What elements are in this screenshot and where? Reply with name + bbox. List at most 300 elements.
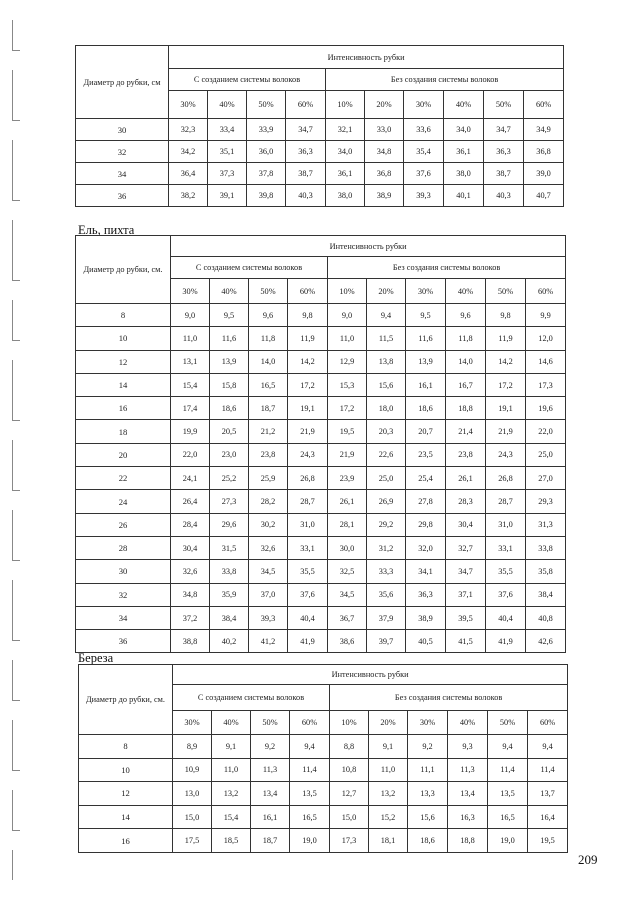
diameter-cell: 12 <box>76 350 171 373</box>
value-cell: 25,0 <box>367 467 406 490</box>
value-cell: 21,9 <box>328 443 367 466</box>
margin-tick <box>12 50 20 51</box>
value-cell: 23,9 <box>328 467 367 490</box>
value-cell: 22,0 <box>526 420 566 443</box>
value-cell: 11,3 <box>251 758 290 782</box>
value-cell: 15,4 <box>212 805 251 829</box>
value-cell: 14,2 <box>288 350 328 373</box>
value-cell: 33,4 <box>208 119 247 141</box>
value-cell: 40,8 <box>526 606 566 629</box>
table-row <box>79 829 568 853</box>
value-cell: 14,0 <box>249 350 288 373</box>
percent-header: 60% <box>528 711 568 735</box>
table-row <box>76 350 566 373</box>
margin-line <box>12 850 13 880</box>
percent-header: 30% <box>408 711 448 735</box>
value-cell: 9,9 <box>526 304 566 327</box>
value-cell: 11,6 <box>406 327 446 350</box>
value-cell: 14,6 <box>526 350 566 373</box>
value-cell: 9,1 <box>212 735 251 759</box>
value-cell: 15,6 <box>408 805 448 829</box>
section-title-birch: Береза <box>78 651 114 665</box>
value-cell: 22,6 <box>367 443 406 466</box>
value-cell: 35,4 <box>404 141 444 163</box>
without-system-header: Без создания системы волоков <box>328 257 566 279</box>
percent-header: 40% <box>210 279 249 304</box>
percent-header: 60% <box>526 279 566 304</box>
value-cell: 39,3 <box>249 606 288 629</box>
value-cell: 15,0 <box>330 805 369 829</box>
value-cell: 23,0 <box>210 443 249 466</box>
value-cell: 27,8 <box>406 490 446 513</box>
diameter-cell: 30 <box>76 119 169 141</box>
value-cell: 13,4 <box>251 782 290 806</box>
value-cell: 29,3 <box>526 490 566 513</box>
value-cell: 38,7 <box>286 163 326 185</box>
margin-tick <box>12 280 20 281</box>
value-cell: 18,6 <box>210 397 249 420</box>
value-cell: 23,8 <box>446 443 486 466</box>
value-cell: 12,7 <box>330 782 369 806</box>
value-cell: 41,5 <box>446 630 486 653</box>
value-cell: 30,0 <box>328 536 367 559</box>
table-row <box>79 805 568 829</box>
value-cell: 8,9 <box>173 735 212 759</box>
value-cell: 17,5 <box>173 829 212 853</box>
value-cell: 27,0 <box>526 467 566 490</box>
diameter-cell: 32 <box>76 141 169 163</box>
value-cell: 39,7 <box>367 630 406 653</box>
value-cell: 33,8 <box>210 560 249 583</box>
value-cell: 28,4 <box>171 513 210 536</box>
margin-tick <box>12 420 20 421</box>
value-cell: 36,8 <box>524 141 564 163</box>
value-cell: 33,1 <box>486 536 526 559</box>
value-cell: 38,4 <box>210 606 249 629</box>
margin-line <box>12 220 13 280</box>
value-cell: 11,8 <box>446 327 486 350</box>
value-cell: 9,5 <box>406 304 446 327</box>
value-cell: 34,1 <box>406 560 446 583</box>
value-cell: 11,0 <box>369 758 408 782</box>
value-cell: 41,9 <box>288 630 328 653</box>
value-cell: 14,2 <box>486 350 526 373</box>
diameter-header: Диаметр до рубки, см. <box>76 236 171 304</box>
page-number: 209 <box>578 852 598 867</box>
value-cell: 15,3 <box>328 373 367 396</box>
value-cell: 29,6 <box>210 513 249 536</box>
value-cell: 25,2 <box>210 467 249 490</box>
value-cell: 38,7 <box>484 163 524 185</box>
value-cell: 16,1 <box>406 373 446 396</box>
value-cell: 30,4 <box>171 536 210 559</box>
margin-marks <box>12 20 22 880</box>
diameter-cell: 14 <box>79 805 173 829</box>
value-cell: 10,9 <box>173 758 212 782</box>
table-row <box>76 583 566 606</box>
table-row <box>76 163 564 185</box>
value-cell: 37,1 <box>446 583 486 606</box>
value-cell: 26,8 <box>486 467 526 490</box>
diameter-cell: 10 <box>79 758 173 782</box>
value-cell: 13,3 <box>408 782 448 806</box>
value-cell: 34,5 <box>249 560 288 583</box>
value-cell: 29,2 <box>367 513 406 536</box>
value-cell: 21,2 <box>249 420 288 443</box>
value-cell: 9,6 <box>249 304 288 327</box>
percent-header: 40% <box>446 279 486 304</box>
value-cell: 40,3 <box>484 185 524 207</box>
value-cell: 34,9 <box>524 119 564 141</box>
value-cell: 26,9 <box>367 490 406 513</box>
table-row <box>76 467 566 490</box>
value-cell: 11,0 <box>328 327 367 350</box>
value-cell: 9,0 <box>328 304 367 327</box>
table-row <box>76 490 566 513</box>
without-system-header: Без создания системы волоков <box>326 69 564 91</box>
value-cell: 39,8 <box>247 185 286 207</box>
value-cell: 35,5 <box>288 560 328 583</box>
value-cell: 37,9 <box>367 606 406 629</box>
value-cell: 26,4 <box>171 490 210 513</box>
value-cell: 11,0 <box>171 327 210 350</box>
margin-line <box>12 70 13 120</box>
diameter-cell: 26 <box>76 513 171 536</box>
value-cell: 16,5 <box>290 805 330 829</box>
diameter-cell: 24 <box>76 490 171 513</box>
value-cell: 40,1 <box>444 185 484 207</box>
percent-header: 30% <box>173 711 212 735</box>
table-row <box>76 420 566 443</box>
table-row <box>76 443 566 466</box>
value-cell: 36,3 <box>286 141 326 163</box>
value-cell: 9,0 <box>171 304 210 327</box>
value-cell: 9,2 <box>251 735 290 759</box>
diameter-cell: 16 <box>79 829 173 853</box>
value-cell: 36,8 <box>365 163 404 185</box>
value-cell: 11,5 <box>367 327 406 350</box>
value-cell: 34,5 <box>328 583 367 606</box>
value-cell: 40,4 <box>288 606 328 629</box>
percent-header: 60% <box>290 711 330 735</box>
table-row <box>79 735 568 759</box>
value-cell: 12,0 <box>526 327 566 350</box>
value-cell: 26,1 <box>446 467 486 490</box>
value-cell: 37,6 <box>486 583 526 606</box>
table-row <box>76 630 566 653</box>
value-cell: 17,2 <box>328 397 367 420</box>
margin-tick <box>12 200 20 201</box>
without-system-header: Без создания системы волоков <box>330 685 568 711</box>
value-cell: 15,6 <box>367 373 406 396</box>
margin-line <box>12 720 13 770</box>
margin-line <box>12 440 13 490</box>
value-cell: 36,1 <box>444 141 484 163</box>
value-cell: 18,7 <box>251 829 290 853</box>
value-cell: 24,1 <box>171 467 210 490</box>
value-cell: 11,0 <box>212 758 251 782</box>
value-cell: 40,2 <box>210 630 249 653</box>
value-cell: 34,2 <box>169 141 208 163</box>
value-cell: 30,2 <box>249 513 288 536</box>
value-cell: 9,1 <box>369 735 408 759</box>
value-cell: 29,8 <box>406 513 446 536</box>
margin-line <box>12 580 13 640</box>
margin-tick <box>12 490 20 491</box>
value-cell: 17,4 <box>171 397 210 420</box>
value-cell: 18,5 <box>212 829 251 853</box>
value-cell: 28,2 <box>249 490 288 513</box>
percent-header: 20% <box>367 279 406 304</box>
value-cell: 26,1 <box>328 490 367 513</box>
diameter-header: Диаметр до рубки, см <box>76 46 169 119</box>
value-cell: 32,6 <box>249 536 288 559</box>
value-cell: 17,3 <box>330 829 369 853</box>
percent-header: 40% <box>212 711 251 735</box>
value-cell: 11,9 <box>288 327 328 350</box>
value-cell: 13,4 <box>448 782 488 806</box>
value-cell: 41,2 <box>249 630 288 653</box>
value-cell: 19,9 <box>171 420 210 443</box>
value-cell: 33,0 <box>365 119 404 141</box>
margin-line <box>12 510 13 560</box>
percent-header: 60% <box>288 279 328 304</box>
value-cell: 18,0 <box>367 397 406 420</box>
value-cell: 9,4 <box>528 735 568 759</box>
margin-tick <box>12 640 20 641</box>
value-cell: 18,7 <box>249 397 288 420</box>
diameter-header: Диаметр до рубки, см. <box>79 665 173 735</box>
value-cell: 39,1 <box>208 185 247 207</box>
value-cell: 24,3 <box>288 443 328 466</box>
value-cell: 31,0 <box>486 513 526 536</box>
diameter-cell: 34 <box>76 163 169 185</box>
table-row <box>76 560 566 583</box>
value-cell: 19,1 <box>288 397 328 420</box>
value-cell: 17,3 <box>526 373 566 396</box>
diameter-cell: 8 <box>79 735 173 759</box>
value-cell: 22,0 <box>171 443 210 466</box>
table-row <box>76 397 566 420</box>
value-cell: 37,8 <box>247 163 286 185</box>
table-row <box>76 141 564 163</box>
value-cell: 11,4 <box>290 758 330 782</box>
value-cell: 35,9 <box>210 583 249 606</box>
value-cell: 37,6 <box>404 163 444 185</box>
value-cell: 38,2 <box>169 185 208 207</box>
value-cell: 28,7 <box>288 490 328 513</box>
value-cell: 32,7 <box>446 536 486 559</box>
percent-header: 60% <box>524 91 564 119</box>
diameter-cell: 16 <box>76 397 171 420</box>
value-cell: 18,8 <box>448 829 488 853</box>
value-cell: 9,4 <box>290 735 330 759</box>
percent-header: 20% <box>365 91 404 119</box>
value-cell: 31,3 <box>526 513 566 536</box>
diameter-cell: 8 <box>76 304 171 327</box>
value-cell: 35,1 <box>208 141 247 163</box>
value-cell: 33,8 <box>526 536 566 559</box>
value-cell: 9,6 <box>446 304 486 327</box>
percent-header: 50% <box>249 279 288 304</box>
table-row <box>76 327 566 350</box>
value-cell: 15,0 <box>173 805 212 829</box>
value-cell: 32,1 <box>326 119 365 141</box>
value-cell: 28,1 <box>328 513 367 536</box>
value-cell: 37,2 <box>171 606 210 629</box>
margin-tick <box>12 700 20 701</box>
percent-header: 10% <box>328 279 367 304</box>
value-cell: 41,9 <box>486 630 526 653</box>
value-cell: 17,2 <box>486 373 526 396</box>
value-cell: 26,8 <box>288 467 328 490</box>
value-cell: 36,7 <box>328 606 367 629</box>
value-cell: 31,0 <box>288 513 328 536</box>
diameter-cell: 14 <box>76 373 171 396</box>
value-cell: 20,3 <box>367 420 406 443</box>
percent-header: 30% <box>406 279 446 304</box>
value-cell: 21,4 <box>446 420 486 443</box>
diameter-cell: 28 <box>76 536 171 559</box>
value-cell: 28,7 <box>486 490 526 513</box>
value-cell: 39,0 <box>524 163 564 185</box>
diameter-cell: 22 <box>76 467 171 490</box>
value-cell: 14,0 <box>446 350 486 373</box>
value-cell: 13,9 <box>406 350 446 373</box>
value-cell: 31,5 <box>210 536 249 559</box>
value-cell: 35,8 <box>526 560 566 583</box>
percent-header: 10% <box>330 711 369 735</box>
value-cell: 35,6 <box>367 583 406 606</box>
percent-header: 50% <box>486 279 526 304</box>
table-birch <box>78 664 568 853</box>
value-cell: 13,5 <box>488 782 528 806</box>
percent-header: 50% <box>251 711 290 735</box>
value-cell: 9,2 <box>408 735 448 759</box>
value-cell: 38,8 <box>171 630 210 653</box>
value-cell: 33,9 <box>247 119 286 141</box>
value-cell: 36,0 <box>247 141 286 163</box>
value-cell: 16,5 <box>249 373 288 396</box>
margin-tick <box>12 560 20 561</box>
value-cell: 11,9 <box>486 327 526 350</box>
value-cell: 17,2 <box>288 373 328 396</box>
value-cell: 33,3 <box>367 560 406 583</box>
table-row <box>79 782 568 806</box>
value-cell: 25,9 <box>249 467 288 490</box>
value-cell: 39,3 <box>404 185 444 207</box>
value-cell: 13,5 <box>290 782 330 806</box>
value-cell: 19,0 <box>290 829 330 853</box>
value-cell: 9,8 <box>288 304 328 327</box>
value-cell: 23,8 <box>249 443 288 466</box>
value-cell: 11,6 <box>210 327 249 350</box>
table-row <box>76 119 564 141</box>
value-cell: 15,2 <box>369 805 408 829</box>
value-cell: 35,5 <box>486 560 526 583</box>
value-cell: 40,4 <box>486 606 526 629</box>
diameter-cell: 34 <box>76 606 171 629</box>
value-cell: 23,5 <box>406 443 446 466</box>
percent-header: 50% <box>488 711 528 735</box>
percent-header: 10% <box>326 91 365 119</box>
percent-header: 30% <box>171 279 210 304</box>
value-cell: 9,4 <box>488 735 528 759</box>
value-cell: 36,4 <box>169 163 208 185</box>
value-cell: 12,9 <box>328 350 367 373</box>
value-cell: 9,4 <box>367 304 406 327</box>
value-cell: 21,9 <box>288 420 328 443</box>
value-cell: 24,3 <box>486 443 526 466</box>
value-cell: 13,7 <box>528 782 568 806</box>
value-cell: 18,1 <box>369 829 408 853</box>
value-cell: 34,8 <box>171 583 210 606</box>
value-cell: 11,8 <box>249 327 288 350</box>
value-cell: 11,4 <box>528 758 568 782</box>
value-cell: 37,0 <box>249 583 288 606</box>
intensity-header: Интенсивность рубки <box>171 236 566 257</box>
table-row <box>76 536 566 559</box>
diameter-cell: 32 <box>76 583 171 606</box>
value-cell: 13,1 <box>171 350 210 373</box>
value-cell: 8,8 <box>330 735 369 759</box>
value-cell: 36,3 <box>406 583 446 606</box>
value-cell: 20,5 <box>210 420 249 443</box>
table-row <box>76 185 564 207</box>
value-cell: 34,7 <box>446 560 486 583</box>
value-cell: 15,8 <box>210 373 249 396</box>
margin-line <box>12 660 13 700</box>
value-cell: 40,5 <box>406 630 446 653</box>
percent-header: 50% <box>484 91 524 119</box>
value-cell: 28,3 <box>446 490 486 513</box>
diameter-cell: 18 <box>76 420 171 443</box>
margin-line <box>12 300 13 340</box>
value-cell: 13,9 <box>210 350 249 373</box>
value-cell: 40,7 <box>524 185 564 207</box>
value-cell: 38,4 <box>526 583 566 606</box>
margin-line <box>12 790 13 830</box>
value-cell: 19,5 <box>528 829 568 853</box>
with-system-header: С созданием системы волоков <box>173 685 330 711</box>
value-cell: 37,6 <box>288 583 328 606</box>
diameter-cell: 10 <box>76 327 171 350</box>
value-cell: 9,8 <box>486 304 526 327</box>
margin-line <box>12 20 13 50</box>
table-row <box>76 373 566 396</box>
value-cell: 16,3 <box>448 805 488 829</box>
value-cell: 19,0 <box>488 829 528 853</box>
value-cell: 38,0 <box>326 185 365 207</box>
value-cell: 33,6 <box>404 119 444 141</box>
value-cell: 30,4 <box>446 513 486 536</box>
value-cell: 40,3 <box>286 185 326 207</box>
value-cell: 18,6 <box>408 829 448 853</box>
value-cell: 16,5 <box>488 805 528 829</box>
table-row <box>76 606 566 629</box>
table-spruce-fir <box>75 235 566 653</box>
value-cell: 16,4 <box>528 805 568 829</box>
value-cell: 13,0 <box>173 782 212 806</box>
value-cell: 15,4 <box>171 373 210 396</box>
percent-header: 30% <box>169 91 208 119</box>
value-cell: 11,4 <box>488 758 528 782</box>
value-cell: 25,4 <box>406 467 446 490</box>
percent-header: 30% <box>404 91 444 119</box>
value-cell: 42,6 <box>526 630 566 653</box>
value-cell: 18,8 <box>446 397 486 420</box>
value-cell: 16,7 <box>446 373 486 396</box>
